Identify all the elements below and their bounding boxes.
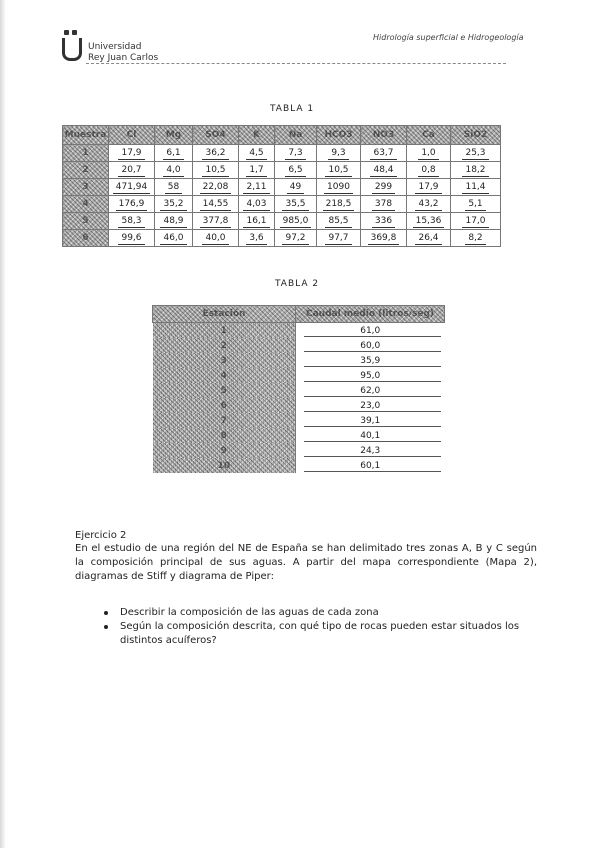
table2-station-label: 1	[220, 325, 227, 336]
table1-value-cell	[193, 213, 239, 230]
exercise-bullet-item	[100, 620, 540, 648]
table1-value-cell	[155, 145, 193, 162]
table1-value: 46,0	[160, 232, 186, 245]
table1-value-cell	[193, 230, 239, 247]
table2-station-cell	[153, 383, 296, 398]
table1-header-cell	[193, 126, 239, 145]
university-line2: Rey Juan Carlos	[88, 53, 159, 63]
table1-value: 25,3	[462, 147, 488, 160]
table2-station-label: 7	[220, 415, 227, 426]
table1-value-cell	[155, 213, 193, 230]
table1-header-label: Cl	[126, 130, 137, 140]
table1-value: 369,8	[368, 232, 400, 245]
table1-value-cell	[361, 196, 407, 213]
table2-row	[153, 353, 445, 368]
table2-value-cell	[296, 413, 445, 428]
table2-station-label: 6	[220, 400, 227, 411]
table1-row	[63, 162, 501, 179]
table1-value-cell	[239, 179, 275, 196]
table1-row	[63, 179, 501, 196]
table2-value-cell	[296, 458, 445, 473]
table1-value-cell	[451, 230, 501, 247]
table1-header-label: SO4	[205, 130, 226, 140]
table1-value-cell	[451, 213, 501, 230]
table1-header-row	[63, 126, 501, 145]
university-logo	[62, 30, 84, 66]
table1-header-label: HCO3	[324, 130, 353, 140]
table1-value-cell	[275, 213, 317, 230]
table2-value: 35,9	[360, 355, 381, 366]
table1-value: 15,36	[413, 215, 445, 228]
table2-value-cell	[296, 398, 445, 413]
table1-value: 14,55	[200, 198, 232, 211]
table1-row	[63, 145, 501, 162]
table2-title: TABLA 2	[275, 279, 320, 289]
table1-value-cell	[317, 145, 361, 162]
table2-value-cell	[296, 353, 445, 368]
table1-row	[63, 213, 501, 230]
table1-value: 10,5	[202, 164, 228, 177]
table1-value: 99,6	[118, 232, 144, 245]
table1-value: 336	[372, 215, 395, 228]
table2-station-label: 8	[220, 430, 227, 441]
table1-value-cell	[451, 196, 501, 213]
table2-row	[153, 413, 445, 428]
table1-value: 377,8	[200, 215, 232, 228]
table1-header-label: NO3	[372, 130, 395, 140]
table2	[152, 305, 445, 473]
table1-sample-label: 5	[82, 216, 89, 226]
table1-value-cell	[155, 162, 193, 179]
table1-value-cell	[451, 145, 501, 162]
table1-value: 18,2	[462, 164, 488, 177]
exercise-bullet-list	[100, 606, 540, 648]
table2-station-label: 5	[220, 385, 227, 396]
table1-value-cell	[239, 213, 275, 230]
table1	[62, 125, 501, 247]
table1-value-cell	[239, 196, 275, 213]
table1-value-cell	[451, 162, 501, 179]
table1-value: 40,0	[202, 232, 228, 245]
table1-value: 7,3	[285, 147, 305, 160]
table1-value: 26,4	[415, 232, 441, 245]
table1-sample-cell	[63, 179, 109, 196]
table2-row	[153, 323, 445, 339]
table1-header-cell	[109, 126, 155, 145]
table1-value-cell	[317, 179, 361, 196]
table2-row	[153, 428, 445, 443]
table1-sample-cell	[63, 213, 109, 230]
table1-value-cell	[407, 145, 451, 162]
table1-sample-cell	[63, 162, 109, 179]
table1-header-label: SiO2	[463, 130, 488, 140]
table1-header-cell	[155, 126, 193, 145]
exercise-bullet-text: Según la composición descrita, con qué tipo de rocas pueden estar situados los distintos acuíferos?	[120, 621, 520, 646]
table1-value: 11,4	[462, 181, 488, 194]
table1-value: 43,2	[415, 198, 441, 211]
exercise-bullet-text: Describir la composición de las aguas de cada zona	[120, 607, 379, 618]
table1-value-cell	[361, 230, 407, 247]
table2-header-row	[153, 306, 445, 323]
table1-value: 63,7	[370, 147, 396, 160]
table2-station-cell	[153, 398, 296, 413]
table2-station-cell	[153, 413, 296, 428]
table1-value-cell	[407, 196, 451, 213]
table1-value-cell	[317, 230, 361, 247]
table2-station-cell	[153, 428, 296, 443]
table1-value: 6,5	[285, 164, 305, 177]
table1-value: 36,2	[202, 147, 228, 160]
table1-value: 48,4	[370, 164, 396, 177]
table1-value: 58	[165, 181, 182, 194]
table1-header-label: Muestra	[64, 130, 107, 140]
table1-header-cell	[317, 126, 361, 145]
table1-sample-label: 4	[82, 199, 89, 209]
table1-value-cell	[361, 145, 407, 162]
table1-header-cell	[407, 126, 451, 145]
table1-value: 4,5	[246, 147, 266, 160]
table1-value: 5,1	[465, 198, 485, 211]
table2-value: 23,0	[360, 400, 381, 411]
table2-row	[153, 458, 445, 473]
table2-header-station-label: Estación	[202, 309, 246, 319]
table2-station-label: 4	[220, 370, 227, 381]
table1-value-cell	[239, 145, 275, 162]
table1-value-cell	[317, 196, 361, 213]
table1-value: 17,0	[462, 215, 488, 228]
table1-sample-label: 2	[82, 165, 89, 175]
table1-value: 471,94	[113, 181, 151, 194]
table2-value: 60,1	[360, 460, 381, 471]
table1-header-label: Ca	[422, 130, 435, 140]
table2-value-cell	[296, 338, 445, 353]
table1-sample-cell	[63, 145, 109, 162]
table2-row	[153, 338, 445, 353]
table1-header-label: K	[253, 130, 260, 140]
table2-header-flow-label: Caudal medio (litros/seg)	[305, 309, 434, 319]
table2-value-cell	[296, 323, 445, 339]
table1-value-cell	[109, 162, 155, 179]
table1-value-cell	[239, 230, 275, 247]
table1-value-cell	[193, 179, 239, 196]
table1-sample-cell	[63, 230, 109, 247]
table2-value-cell	[296, 368, 445, 383]
table1-value-cell	[317, 162, 361, 179]
table1-sample-cell	[63, 196, 109, 213]
table1-value-cell	[109, 145, 155, 162]
exercise-bullet-item	[100, 606, 540, 620]
table1-value: 8,2	[465, 232, 485, 245]
table1-value-cell	[109, 179, 155, 196]
table1-header-cell	[239, 126, 275, 145]
table2-row	[153, 443, 445, 458]
table2-value: 40,1	[360, 430, 381, 441]
table1-value: 6,1	[163, 147, 183, 160]
table1-value: 985,0	[280, 215, 312, 228]
bullet-icon	[104, 625, 108, 629]
table2-station-label: 3	[220, 355, 227, 366]
table2-value: 62,0	[360, 385, 381, 396]
table2-value: 24,3	[360, 445, 381, 456]
table1-value: 1,7	[246, 164, 266, 177]
table1-header-cell	[361, 126, 407, 145]
table1-value-cell	[407, 179, 451, 196]
table1-value: 0,8	[418, 164, 438, 177]
table1-value: 20,7	[118, 164, 144, 177]
table1-value: 49	[287, 181, 304, 194]
table2-value: 61,0	[360, 325, 381, 336]
table1-value-cell	[109, 196, 155, 213]
table1-header-cell	[63, 126, 109, 145]
table2-station-label: 2	[220, 340, 227, 351]
table1-value-cell	[407, 230, 451, 247]
table2-value-cell	[296, 443, 445, 458]
table1-value: 48,9	[160, 215, 186, 228]
table1-value: 17,9	[118, 147, 144, 160]
table1-value: 2,11	[243, 181, 269, 194]
bullet-icon	[104, 611, 108, 615]
table2-value: 95,0	[360, 370, 381, 381]
table2-station-cell	[153, 443, 296, 458]
table1-value: 85,5	[325, 215, 351, 228]
table1-value-cell	[239, 162, 275, 179]
table1-value: 4,03	[243, 198, 269, 211]
table2-row	[153, 398, 445, 413]
table1-value: 35,2	[160, 198, 186, 211]
table1-value-cell	[109, 213, 155, 230]
table1-value-cell	[361, 162, 407, 179]
table1-body	[63, 145, 501, 247]
table1-value: 35,5	[282, 198, 308, 211]
table1-value-cell	[193, 145, 239, 162]
table1-value-cell	[193, 162, 239, 179]
table1-value-cell	[193, 196, 239, 213]
table1-header-label: Mg	[165, 130, 182, 140]
table1-value: 378	[372, 198, 395, 211]
table2-header-station	[153, 306, 296, 323]
logo-u-shape	[62, 38, 82, 61]
table1-row	[63, 196, 501, 213]
table1-sample-label: 6	[82, 233, 89, 243]
table1-value: 4,0	[163, 164, 183, 177]
table1-value-cell	[275, 230, 317, 247]
table1-value: 218,5	[323, 198, 355, 211]
table1-value-cell	[109, 230, 155, 247]
table2-body	[153, 323, 445, 474]
table1-value: 9,3	[328, 147, 348, 160]
table1-value: 1,0	[418, 147, 438, 160]
table1-value-cell	[275, 179, 317, 196]
table1-value-cell	[317, 213, 361, 230]
table2-value: 60,0	[360, 340, 381, 351]
table1-value: 299	[372, 181, 395, 194]
logo-dot-left	[64, 30, 69, 35]
table1-value-cell	[361, 179, 407, 196]
table2-station-cell	[153, 368, 296, 383]
table1-row	[63, 230, 501, 247]
table1-value: 16,1	[243, 215, 269, 228]
table2-station-label: 10	[217, 460, 231, 471]
table2-value-cell	[296, 428, 445, 443]
table2-station-label: 9	[220, 445, 227, 456]
table1-sample-label: 3	[82, 182, 89, 192]
table1-value-cell	[451, 179, 501, 196]
table1-header-cell	[275, 126, 317, 145]
table2-station-cell	[153, 458, 296, 473]
table1-value: 58,3	[118, 215, 144, 228]
course-title: Hidrología superficial e Hidrogeología	[373, 33, 524, 42]
table1-value-cell	[275, 196, 317, 213]
table1-value: 22,08	[200, 181, 232, 194]
table1-value-cell	[275, 162, 317, 179]
table1-value: 17,9	[415, 181, 441, 194]
scan-edge	[0, 0, 6, 848]
table1-sample-label: 1	[82, 148, 89, 158]
table1-value-cell	[155, 230, 193, 247]
table1-header-cell	[451, 126, 501, 145]
table2-station-cell	[153, 353, 296, 368]
table1-value-cell	[155, 179, 193, 196]
table2-value: 39,1	[360, 415, 381, 426]
table1-value-cell	[275, 145, 317, 162]
table1-title: TABLA 1	[270, 104, 315, 114]
table1-value: 97,2	[282, 232, 308, 245]
logo-dot-right	[72, 30, 77, 35]
table1-value: 10,5	[325, 164, 351, 177]
exercise-paragraph: En el estudio de una región del NE de España se han delimitado tres zonas A, B y C según la composición principal de sus aguas. A partir del mapa correspondiente (Mapa 2), diagramas de Stiff y diagrama de Piper:	[75, 543, 537, 582]
header-divider	[86, 63, 506, 64]
exercise-title: Ejercicio 2	[75, 530, 127, 541]
table1-value-cell	[361, 213, 407, 230]
university-name	[88, 42, 158, 64]
table2-station-cell	[153, 338, 296, 353]
table1-value-cell	[155, 196, 193, 213]
table1-value-cell	[407, 213, 451, 230]
table1-value: 97,7	[325, 232, 351, 245]
table1-value-cell	[407, 162, 451, 179]
university-line1: Universidad	[88, 42, 142, 52]
table1-header-label: Na	[288, 130, 303, 140]
table2-value-cell	[296, 383, 445, 398]
table1-value: 176,9	[116, 198, 148, 211]
table2-station-cell	[153, 323, 296, 339]
table2-row	[153, 368, 445, 383]
table1-value: 3,6	[246, 232, 266, 245]
table1-value: 1090	[324, 181, 353, 194]
table2-row	[153, 383, 445, 398]
table2-header-flow	[296, 306, 445, 323]
